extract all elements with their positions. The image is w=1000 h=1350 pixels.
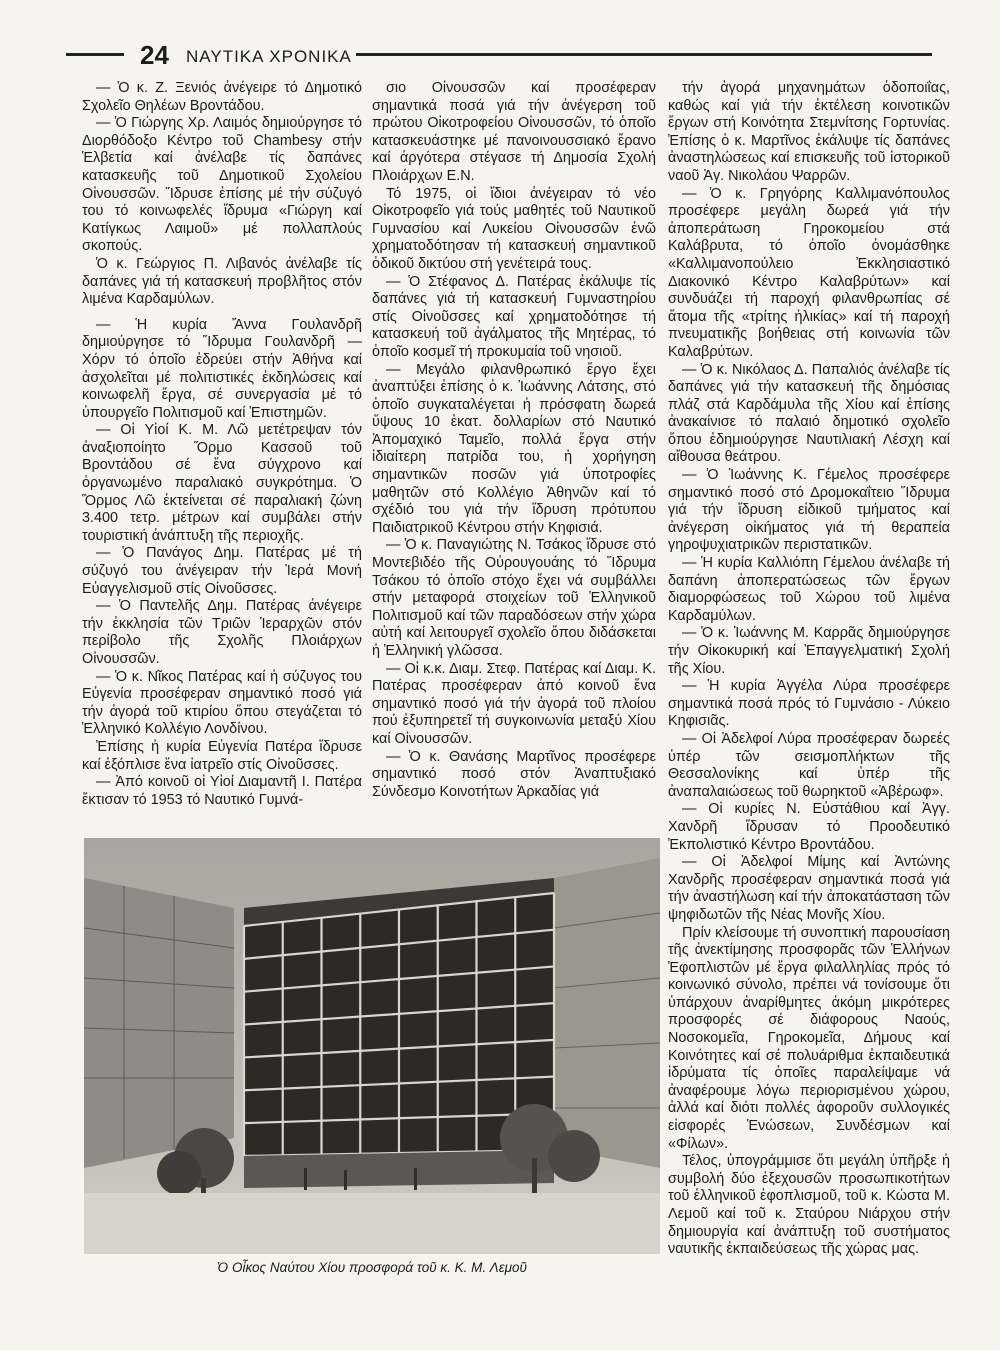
paragraph: — Ὁ Στέφανος Δ. Πατέρας ἐκάλυψε τίς δαπάνες γιά τή κατασκευή Γυμναστηρίου στίς Οἰνοῦσσες καί χρηματοδότησε τή κατασκευή τοῦ ἀγάλματος τῆς Μητέρας, τό ὁποῖο κοσμεῖ τή προκυμαία τοῦ νησιοῦ. <box>372 273 656 360</box>
paragraph: — Ὁ κ. Ζ. Ξενιός ἀνέγειρε τό Δημοτικό Σχολεῖο Θηλέων Βροντάδου. <box>82 80 362 114</box>
paragraph: Ὁ κ. Γεώργιος Π. Λιβανός ἀνέλαβε τίς δαπάνες γιά τή κατασκευή προβλῆτος στόν λιμένα Καρδαμύλων. <box>82 255 362 308</box>
text-column-1 <box>82 80 362 809</box>
building-photo <box>84 838 660 1254</box>
paragraph: Ἐπίσης ἡ κυρία Εὐγενία Πατέρα ἵδρυσε καί ἐξόπλισε ἕνα ἰατρεῖο στίς Οἰνοῦσσες. <box>82 738 362 773</box>
paragraph: σιο Οἰνουσσῶν καί προσέφεραν σημαντικά ποσά γιά τήν ἀνέγερση τοῦ πρώτου Οἰκοτροφείου Οἰνουσσῶν, τό ὁποῖο κατασκευάστηκε μέ πανοινουσσιακό ἔρανο καί ἀργότερα στέγασε τή Δημοσία Σχολή Πλοιάρχων Ε.Ν. <box>372 80 656 184</box>
paragraph: — Ὁ κ. Νῖκος Πατέρας καί ἡ σύζυγος του Εὐγενία προσέφεραν σημαντικό ποσό γιά τήν ἀγορά τοῦ κτιρίου ὅπου στεγάζεται τό Ἑλληνικό Κολλέγιο Λονδίνου. <box>82 668 362 738</box>
text-column-2 <box>372 80 656 801</box>
text-column-3 <box>668 80 950 1259</box>
paragraph: — Ὁ κ. Παναγιώτης Ν. Τσάκος ἵδρυσε στό Μοντεβιδέο τῆς Οὐρουγουάης τό Ἵδρυμα Τσάκου τό ὁποῖο στόχο ἔχει νά συμβάλλει στήν μεταφορά στοιχείων τοῦ Ἑλληνικοῦ Πολιτισμοῦ καί τῶν παραδόσεων στήν χώρα αὐτή καί λειτουργεῖ σχολεῖο ὅπου διδάσκεται ἡ Ἑλληνική γλῶσσα. <box>372 537 656 659</box>
paragraph: — Ἀπό κοινοῦ οἱ Υἱοί Διαμαντῆ Ι. Πατέρα ἔκτισαν τό 1953 τό Ναυτικό Γυμνά- <box>82 774 362 808</box>
paragraph: — Ὁ κ. Θανάσης Μαρτῖνος προσέφερε σημαντικό ποσό στόν Ἀναπτυξιακό Σύνδεσμο Κοινοτήτων Ἀρκαδίας γιά <box>372 748 656 800</box>
paragraph: — Οἱ Ἀδελφοί Μίμης καί Ἀντώνης Χανδρῆς προσέφεραν σημαντικά ποσά γιά τήν ἀναστήλωση καί τήν ἀποκατάσταση τῶν ψηφιδωτῶν τῆς Νέας Μονῆς Χίου. <box>668 854 950 923</box>
header-rule-right <box>356 53 932 56</box>
paragraph: — Ὁ Ἰωάννης Κ. Γέμελος προσέφερε σημαντικό ποσό στό Δρομοκαΐτειο Ἵδρυμα γιά τήν ἵδρυση εἰδικοῦ τμήματος καί ἀνέγερση οἰκήματος γιά τή θεραπεία γηροψυχιατρικῶν περιστατικῶν. <box>668 467 950 554</box>
paragraph: — Ὁ Γιώργης Χρ. Λαιμός δημιούργησε τό Διορθόδοξο Κέντρο τοῦ Chambesy στήν Ἑλβετία καί ἀνέλαβε τίς δαπάνες κατασκευῆς τοῦ Δημοτικοῦ Σχολείου Οἰνουσσῶν. Ἵδρυσε ἐπίσης μέ τήν σύζυγό του τό κοινωφελές ἵδρυμα «Γιώργη καί Κατίγκως Λαιμοῦ» μέ πολλαπλούς σκοπούς. <box>82 115 362 255</box>
paragraph: — Ἡ κυρία Καλλιόπη Γέμελου ἀνέλαβε τή δαπάνη ἀποπερατώσεως τῶν ἔργων διαμορφώσεως τοῦ Χώρου τοῦ λιμένα Καρδαμύλων. <box>668 555 950 624</box>
paragraph: Τέλος, ὑπογράμμισε ὅτι μεγάλη ὑπῆρξε ἡ συμβολή δύο ἐξεχουσῶν προσωπικοτήτων τοῦ ἑλληνικοῦ ἐφοπλισμοῦ, τοῦ κ. Κώστα Μ. Λεμοῦ καί τοῦ κ. Σταύρου Νιάρχου στήν δημιουργία καί ἀνάπτυξη τοῦ συστήματος ναυτικῆς ἐκπαιδεύσεως τῆς χώρας μας. <box>668 1153 950 1258</box>
paragraph: — Οἱ Υἱοί Κ. Μ. Λῶ μετέτρεψαν τόν ἀναξιοποίητο Ὅρμο Κασσοῦ τοῦ Βροντάδου σέ ἕνα σύγχρονο καί ὀργανωμένο παραλιακό συγκρότημα. Ὁ Ὅρμος Λῶ ἐκτείνεται σέ παραλιακή ζώνη 3.400 τετρ. μέτρων καί συμβάλει στήν τουριστική ἀνάπτυξη τῆς περιοχῆς. <box>82 422 362 544</box>
paragraph: — Ὁ Πανάγος Δημ. Πατέρας μέ τή σύζυγό του ἀνέγειραν τήν Ἱερά Μονή Εὐαγγελισμοῦ στίς Οἰνοῦσσες. <box>82 545 362 597</box>
paragraph: — Ὁ Παντελῆς Δημ. Πατέρας ἀνέγειρε τήν ἐκκλησία τῶν Τριῶν Ἱεραρχῶν στόν περίβολο τῆς Σχολῆς Πλοιάρχων Οἰνουσσῶν. <box>82 598 362 667</box>
publication-title: ΝΑΥΤΙΚΑ ΧΡΟΝΙΚΑ <box>186 47 352 66</box>
paragraph: — Οἱ κυρίες Ν. Εὐστάθιου καί Ἀγγ. Χανδρῆ ἵδρυσαν τό Προοδευτικό Ἐκπολιστικό Κέντρο Βροντάδου. <box>668 801 950 853</box>
page-number: 24 <box>140 40 169 70</box>
paragraph: Τό 1975, οἱ ἴδιοι ἀνέγειραν τό νέο Οἰκοτροφεῖο γιά τούς μαθητές τοῦ Ναυτικοῦ Γυμνασίου καί Λυκείου Οἰνουσσῶν ἐνῶ χρηματοδότησαν τή κατασκευή σημαντικοῦ ὁδικοῦ δικτύου στή γενέτειρά τους. <box>372 185 656 272</box>
paragraph: τήν ἀγορά μηχανημάτων ὁδοποιΐας, καθώς καί γιά τήν ἐκτέλεση κοινοτικῶν ἔργων στή Κοινότητα Στεμνίτσης Γορτυνίας. Ἐπίσης ὁ κ. Μαρτῖνος ἐκάλυψε τίς δαπάνες ἀναστηλώσεως καί επισκευῆς τοῦ ἱστορικοῦ ναοῦ Ἁγ. Νικολάου Ψαρρῶν. <box>668 80 950 184</box>
paragraph: — Ὁ κ. Ἰωάννης Μ. Καρρᾶς δημιούργησε τήν Οἰκοκυρική καί Ἐπαγγελματική Σχολή τῆς Χίου. <box>668 625 950 677</box>
paragraph: — Ἡ κυρία Ἄννα Γουλανδρῆ δημιούργησε τό Ἵδρυμα Γουλανδρῆ — Χόρν τό ὁποῖο ἑδρεύει στήν Ἀθήνα καί ἀσχολεῖται μέ πολιτιστικές ἐκδηλώσεις καί κοινωφελῆ ἔργα, σέ συνεργασία μέ τό ὑπουργεῖο Πολιτισμοῦ καί Ἐπιστημῶν. <box>82 316 362 421</box>
paragraph: — Οἱ κ.κ. Διαμ. Στεφ. Πατέρας καί Διαμ. Κ. Πατέρας προσέφεραν ἀπό κοινοῦ ἕνα σημαντικό ποσό γιά τήν ἀγορά τοῦ πλοίου πού ἐξυπηρετεῖ τή συγκοινωνία μεταξύ Χίου καί Οἰνουσσῶν. <box>372 660 656 747</box>
paragraph: — Ὁ κ. Νικόλαος Δ. Παπαλιός ἀνέλαβε τίς δαπάνες γιά τήν κατασκευή τῆς δημόσιας πλάζ στά Καρδάμυλα τῆς Χίου καί ἐπίσης ἀνακαίνισε τό παλαιό δημοτικό σχολεῖο ὅπου ἑδημιούργησε Ναυτιλιακή Λέσχη καί αἴθουσα θεάτρου. <box>668 361 950 466</box>
paragraph: — Οἱ Ἀδελφοί Λύρα προσέφεραν δωρεές ὑπέρ τῶν σεισμοπλήκτων τῆς Θεσσαλονίκης καί ὑπέρ τῆς ἀναπαλαιώσεως τοῦ θωρηκτοῦ «Ἀβέρωφ». <box>668 730 950 800</box>
paragraph: — Ἡ κυρία Ἀγγέλα Λύρα προσέφερε σημαντικά ποσά πρός τό Γυμνάσιο - Λύκειο Κηφισιᾶς. <box>668 678 950 730</box>
paragraph: Πρίν κλείσουμε τή συνοπτική παρουσίαση τῆς ἀνεκτίμησης προσφορᾶς τῶν Ἑλλήνων Ἐφοπλιστῶν μέ ἔργα φιλαλληλίας πρός τό κοινωνικό σύνολο, πρέπει νά τονίσουμε ὅτι ὑπάρχουν ἀναρίθμητες ἀκόμη μικρότερες προσφορές σέ διάφορους Ναούς, Νοσοκομεῖα, Γηροκομεῖα, Δήμους καί Κοινότητες καί σέ πολυάριθμα ἐκπαιδευτικά ἱδρύματα τίς ὁποῖες παραλείψαμε νά ἀναφέρουμε λόγω περιορισμένου χώρου, ἀλλά καί διότι πολλές ἀφοροῦν συλλογικές εἰσφορές Ἑνώσεων, Συνδέσμων καί «Φίλων». <box>668 924 950 1152</box>
page-header <box>66 40 932 80</box>
paragraph: — Μεγάλο φιλανθρωπικό ἔργο ἔχει ἀναπτύξει ἐπίσης ὁ κ. Ἰωάννης Λάτσης, στό ὁποῖο συγκαταλέγεται ἡ πρόσφατη δωρεά ὕψους 10 ἑκατ. δολλαρίων στό Ναυτικό Ἀπομαχικό Ταμεῖο, πολλά ἔργα στήν ἰδιαίτερη πατρίδα του, ἡ χορήγηση σημαντικῶν ποσῶν γιά ὑποτροφίες μαθητῶν στό Κολλέγιο Ἀθηνῶν καί τό σχέδιό του γιά τήν ἵδρυση πρότυπου Παιδιατρικοῦ Κέντρου στήν Κηφισιά. <box>372 361 656 536</box>
photo-caption: Ὁ Οἶκος Ναύτου Χίου προσφορά τοῦ κ. Κ. Μ. Λεμοῦ <box>217 1260 527 1275</box>
header-rule-left <box>66 53 124 56</box>
building-illustration <box>84 838 660 1254</box>
paragraph: — Ὁ κ. Γρηγόρης Καλλιμανόπουλος προσέφερε μεγάλη δωρεά γιά τήν ἀποπεράτωση Γηροκομείου στά Καλάβρυτα, τό ὁποῖο ὀνομάσθηκε «Καλλιμανοπούλειο Ἐκκλησιαστικό Διακονικό Κέντρο Καλαβρύτων» καί συνδυάζει τή παροχή φιλανθρωπίας σέ ἄτομα τῆς «τρίτης ἡλικίας» καί τή παροχή πνευματικῆς βοήθειας στή κοινωνία τῶν Καλαβρύτων. <box>668 185 950 360</box>
